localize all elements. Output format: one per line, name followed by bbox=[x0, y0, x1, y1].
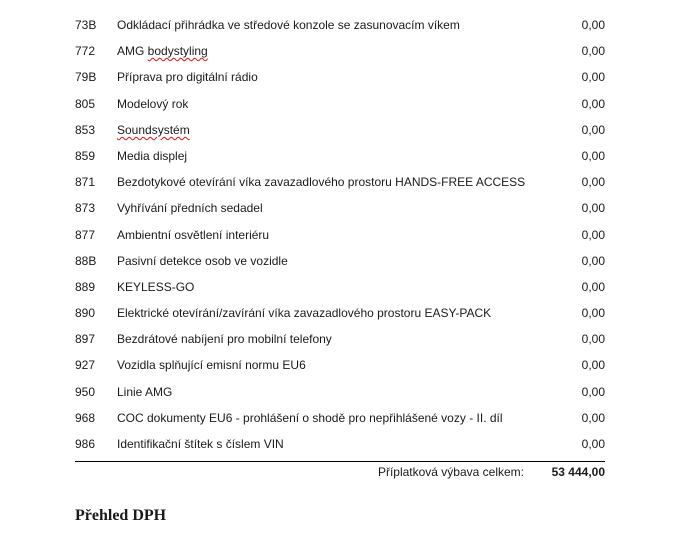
item-value: 0,00 bbox=[581, 332, 605, 347]
item-code: 853 bbox=[75, 122, 96, 137]
item-value: 0,00 bbox=[581, 358, 605, 373]
list-item bbox=[75, 431, 605, 457]
item-code: 890 bbox=[75, 306, 96, 321]
item-description: COC dokumenty EU6 - prohlášení o shodě pro nepřihlášené vozy - II. díl bbox=[117, 410, 503, 425]
item-code: 79B bbox=[75, 70, 97, 85]
item-description: Identifikační štítek s číslem VIN bbox=[117, 437, 284, 451]
total-value: 53 444,00 bbox=[551, 465, 605, 479]
list-item bbox=[75, 222, 605, 248]
item-value: 0,00 bbox=[581, 148, 605, 163]
item-code: 88B bbox=[75, 253, 97, 268]
item-code: 897 bbox=[75, 332, 96, 347]
item-description: Ambientní osvětlení interiéru bbox=[117, 227, 270, 242]
list-item bbox=[75, 274, 605, 300]
list-item bbox=[75, 405, 605, 431]
total-divider bbox=[75, 461, 605, 462]
item-description bbox=[117, 38, 208, 64]
item-value: 0,00 bbox=[581, 18, 605, 32]
list-item bbox=[75, 300, 605, 326]
item-description: Linie AMG bbox=[117, 384, 173, 399]
total-label: Příplatková výbava celkem: bbox=[377, 465, 524, 479]
item-code: 877 bbox=[75, 227, 96, 242]
item-description: Odkládací přihrádka ve středové konzole se zasunovacím víkem bbox=[117, 18, 460, 32]
spellcheck-flagged-word: bodystyling bbox=[147, 44, 208, 59]
list-item bbox=[75, 91, 605, 117]
item-value: 0,00 bbox=[581, 96, 605, 111]
item-value: 0,00 bbox=[581, 175, 605, 190]
item-description: Bezdrátové nabíjení pro mobilní telefony bbox=[117, 332, 332, 347]
list-item bbox=[75, 38, 605, 64]
list-item bbox=[75, 195, 605, 221]
list-item bbox=[75, 248, 605, 274]
item-value: 0,00 bbox=[581, 253, 605, 268]
item-code: 859 bbox=[75, 148, 96, 163]
item-description: KEYLESS-GO bbox=[117, 279, 195, 294]
item-value: 0,00 bbox=[581, 227, 605, 242]
list-item bbox=[75, 379, 605, 405]
list-item bbox=[75, 64, 605, 90]
item-description: Modelový rok bbox=[117, 96, 189, 111]
item-value: 0,00 bbox=[581, 437, 605, 451]
item-description: Příprava pro digitální rádio bbox=[117, 70, 258, 85]
item-value: 0,00 bbox=[581, 279, 605, 294]
item-value: 0,00 bbox=[581, 410, 605, 425]
item-code: 927 bbox=[75, 358, 96, 373]
item-description: Media displej bbox=[117, 148, 188, 163]
item-code: 805 bbox=[75, 96, 96, 111]
item-description: Bezdotykové otevírání víka zavazadlového prostoru HANDS-FREE ACCESS bbox=[117, 175, 526, 190]
item-description: Soundsystém bbox=[117, 122, 190, 137]
item-code: 889 bbox=[75, 279, 96, 294]
item-description: Vyhřívání předních sedadel bbox=[117, 201, 263, 216]
list-item bbox=[75, 326, 605, 352]
item-code: 950 bbox=[75, 384, 96, 399]
equipment-list bbox=[75, 12, 605, 457]
item-value: 0,00 bbox=[581, 122, 605, 137]
item-code: 968 bbox=[75, 410, 96, 425]
list-item bbox=[75, 169, 605, 195]
list-item bbox=[75, 143, 605, 169]
item-value: 0,00 bbox=[581, 384, 605, 399]
item-value: 0,00 bbox=[581, 44, 605, 59]
item-value: 0,00 bbox=[581, 201, 605, 216]
item-code: 73B bbox=[75, 18, 97, 32]
item-value: 0,00 bbox=[581, 306, 605, 321]
list-item bbox=[75, 12, 605, 38]
list-item bbox=[75, 352, 605, 378]
item-description: Elektrické otevírání/zavírání víka zavazadlového prostoru EASY-PACK bbox=[117, 306, 492, 321]
item-code: 873 bbox=[75, 201, 96, 216]
item-code: 772 bbox=[75, 44, 96, 59]
item-description-part: AMG bbox=[117, 44, 148, 59]
item-value: 0,00 bbox=[581, 70, 605, 85]
item-code: 986 bbox=[75, 437, 96, 451]
item-description: Vozidla splňující emisní normu EU6 bbox=[117, 358, 306, 373]
item-description: Pasivní detekce osob ve vozidle bbox=[117, 253, 288, 268]
item-code: 871 bbox=[75, 175, 96, 190]
section-heading: Přehled DPH bbox=[75, 507, 167, 524]
list-item bbox=[75, 117, 605, 143]
